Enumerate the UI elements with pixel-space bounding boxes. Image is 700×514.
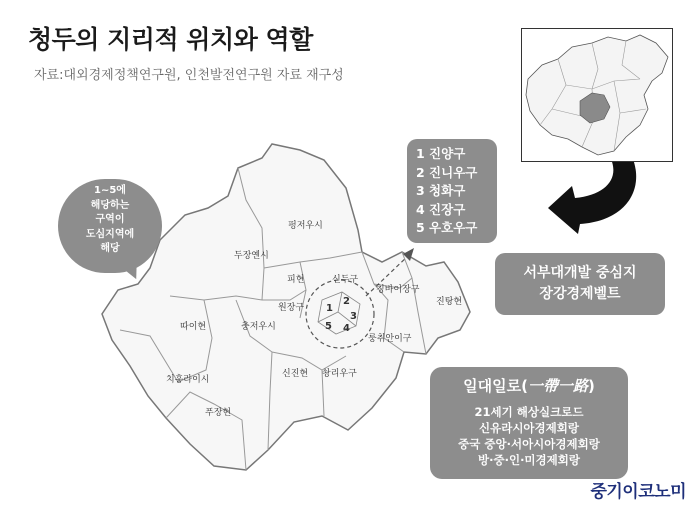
district-list-item: 4 진장구 — [416, 201, 466, 217]
label-xindu: 신두구 — [332, 275, 359, 285]
central-note-line: 해당 — [100, 243, 120, 254]
label-chongzhou: 충저우시 — [241, 322, 276, 332]
district-list-item: 2 진니우구 — [416, 164, 478, 180]
central-number-4: 4 — [343, 323, 350, 334]
label-qionglai: 치훙라이시 — [166, 375, 210, 385]
western-belt-line: 장강경제벨트 — [539, 286, 621, 302]
obor-item: 신유라시아경제회랑 — [479, 421, 579, 435]
western-belt-line: 서부대개발 중심지 — [523, 265, 637, 281]
label-dayi: 따이현 — [180, 322, 207, 332]
central-note-line: 1~5에 — [94, 185, 126, 196]
central-number-5: 5 — [325, 321, 332, 332]
obor-item: 21세기 해상실크로드 — [474, 405, 584, 419]
page-title: 청두의 지리적 위치와 역할 — [28, 25, 313, 54]
obor-item: 방·중·인·미경제회랑 — [478, 453, 580, 467]
central-note-line: 구역이 — [95, 214, 125, 225]
china-map-icon — [522, 29, 672, 161]
central-note-line: 도심지역에 — [85, 228, 135, 240]
publisher-logo: 중기이코노미 — [590, 482, 686, 502]
district-list-item: 1 진양구 — [416, 146, 466, 161]
label-dujiangyan: 두장옌시 — [234, 251, 269, 261]
central-number-1: 1 — [326, 303, 333, 314]
source-caption: 자료:대외경제정책연구원, 인천발전연구원 자료 재구성 — [34, 68, 344, 83]
china-inset-map — [521, 28, 673, 162]
central-number-3: 3 — [350, 311, 357, 322]
obor-item: 중국 중앙·서아시아경제회랑 — [458, 437, 600, 451]
district-list-item: 5 우호우구 — [416, 220, 478, 235]
label-wenjiang: 원장구 — [278, 303, 305, 313]
district-list-callout — [407, 139, 497, 243]
central-note-line: 해당하는 — [90, 199, 130, 211]
label-qingbaijiang: 칭바이장구 — [376, 285, 420, 295]
label-pengzhou: 펑저우시 — [288, 221, 323, 231]
label-shuangliu: 솽리우구 — [322, 369, 357, 379]
district-list-item: 3 청화구 — [416, 183, 466, 198]
obor-callout — [430, 367, 628, 479]
western-belt-callout — [495, 253, 665, 315]
label-pujiang: 푸장현 — [205, 408, 232, 418]
label-longquanyi: 룽취안이구 — [368, 334, 412, 344]
label-pixian: 피현 — [287, 275, 305, 285]
label-jintang: 진탕현 — [436, 297, 463, 307]
obor-title: 일대일로(一帶一路) — [463, 377, 595, 395]
central-note — [58, 184, 162, 257]
central-number-2: 2 — [343, 296, 350, 307]
label-xinjin: 신진현 — [282, 369, 309, 379]
